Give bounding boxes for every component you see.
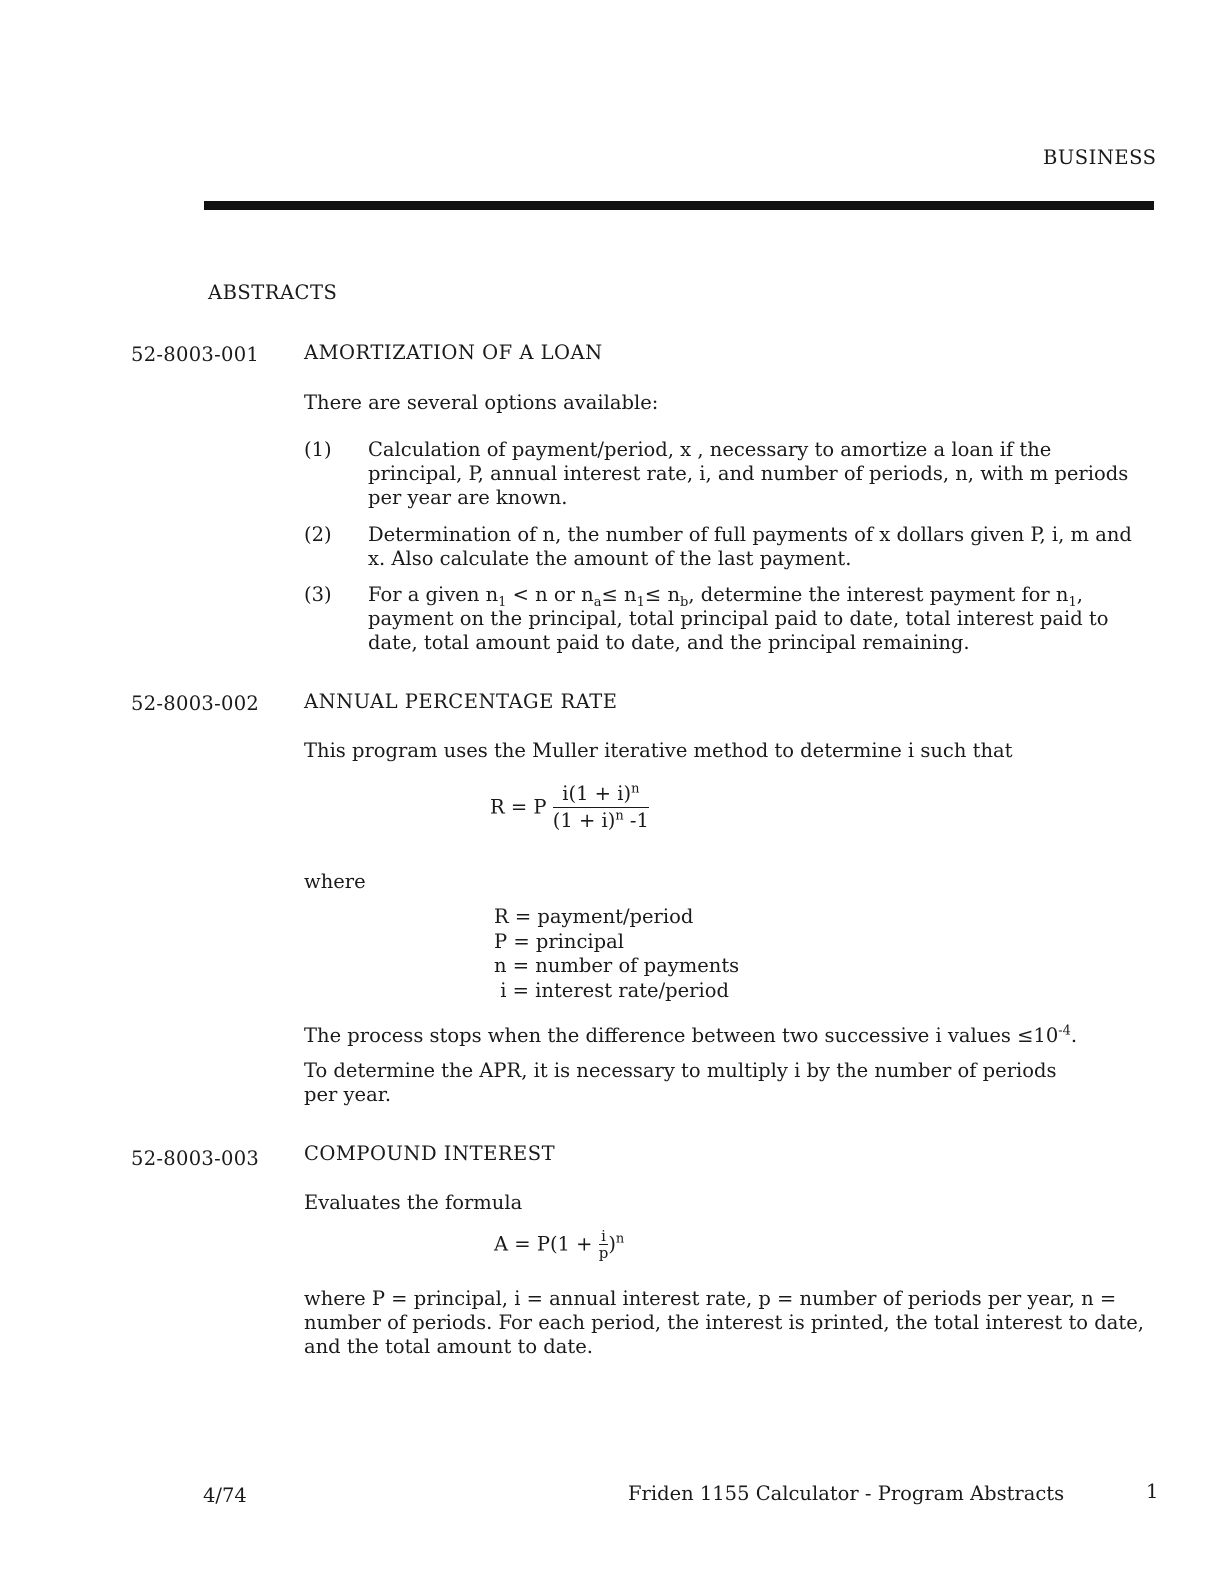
apr-formula: R = P $\frac{i(1 + i)^n}{(1 + i)^n -1}$ bbox=[490, 781, 649, 832]
abstract-code: 52-8003-001 bbox=[131, 343, 260, 366]
section-header: BUSINESS bbox=[1043, 146, 1157, 169]
apr-note: To determine the APR, it is necessary to multiply i by the number of periods per year. bbox=[304, 1059, 1057, 1106]
footer-title: Friden 1155 Calculator - Program Abstracts bbox=[628, 1482, 1065, 1505]
definition: R = payment/period bbox=[494, 905, 694, 928]
abstract-intro: This program uses the Muller iterative method to determine i such that bbox=[304, 739, 1013, 762]
compound-description: where P = principal, i = annual interest rate, p = number of periods per year, n = number of periods. For each period, the interest is printed, the total interest to date, and the total amount to date. bbox=[304, 1287, 1144, 1358]
option-text: Calculation of payment/period, x , necessary to amortize a loan if the principal, P, annual interest rate, i, and number of periods, n, with m periods per year are known. bbox=[368, 438, 1129, 509]
header-rule bbox=[204, 201, 1154, 210]
abstract-code: 52-8003-003 bbox=[131, 1147, 260, 1170]
abstract-intro: Evaluates the formula bbox=[304, 1191, 523, 1214]
option-number: (1) bbox=[304, 438, 332, 461]
option-number: (2) bbox=[304, 523, 332, 546]
compound-formula: A = P(1 + $\frac{i}{p}$ )$^n$ bbox=[494, 1227, 625, 1262]
stop-condition: The process stops when the difference between two successive i values $\le 10^{-4}$. bbox=[304, 1023, 1078, 1047]
footer-date: 4/74 bbox=[203, 1484, 247, 1507]
definition: P = principal bbox=[494, 929, 624, 953]
option-text: For a given $n_1 < n$ or $n_a\le n_1\le n_b$, determine the interest payment for $n_1$, payment on the principal, total principal paid to date, total interest paid to date, total amount paid to date, and the principal remaining. bbox=[368, 583, 1109, 654]
definition: i = interest rate/period bbox=[494, 978, 729, 1002]
page-number: 1 bbox=[1146, 1480, 1159, 1503]
variable-definitions bbox=[494, 905, 739, 1003]
abstract-code: 52-8003-002 bbox=[131, 692, 260, 715]
where-label: where bbox=[304, 870, 366, 893]
page-heading: ABSTRACTS bbox=[208, 281, 338, 304]
definition: n = number of payments bbox=[494, 954, 740, 977]
abstract-intro: There are several options available: bbox=[304, 391, 659, 414]
option-number: (3) bbox=[304, 583, 332, 606]
option-text: Determination of n, the number of full payments of x dollars given P, i, m and x. Also calculate the amount of the last payment. bbox=[368, 523, 1132, 570]
abstract-title: AMORTIZATION OF A LOAN bbox=[304, 341, 603, 364]
abstract-title: ANNUAL PERCENTAGE RATE bbox=[304, 690, 618, 713]
abstract-title: COMPOUND INTEREST bbox=[304, 1142, 556, 1165]
